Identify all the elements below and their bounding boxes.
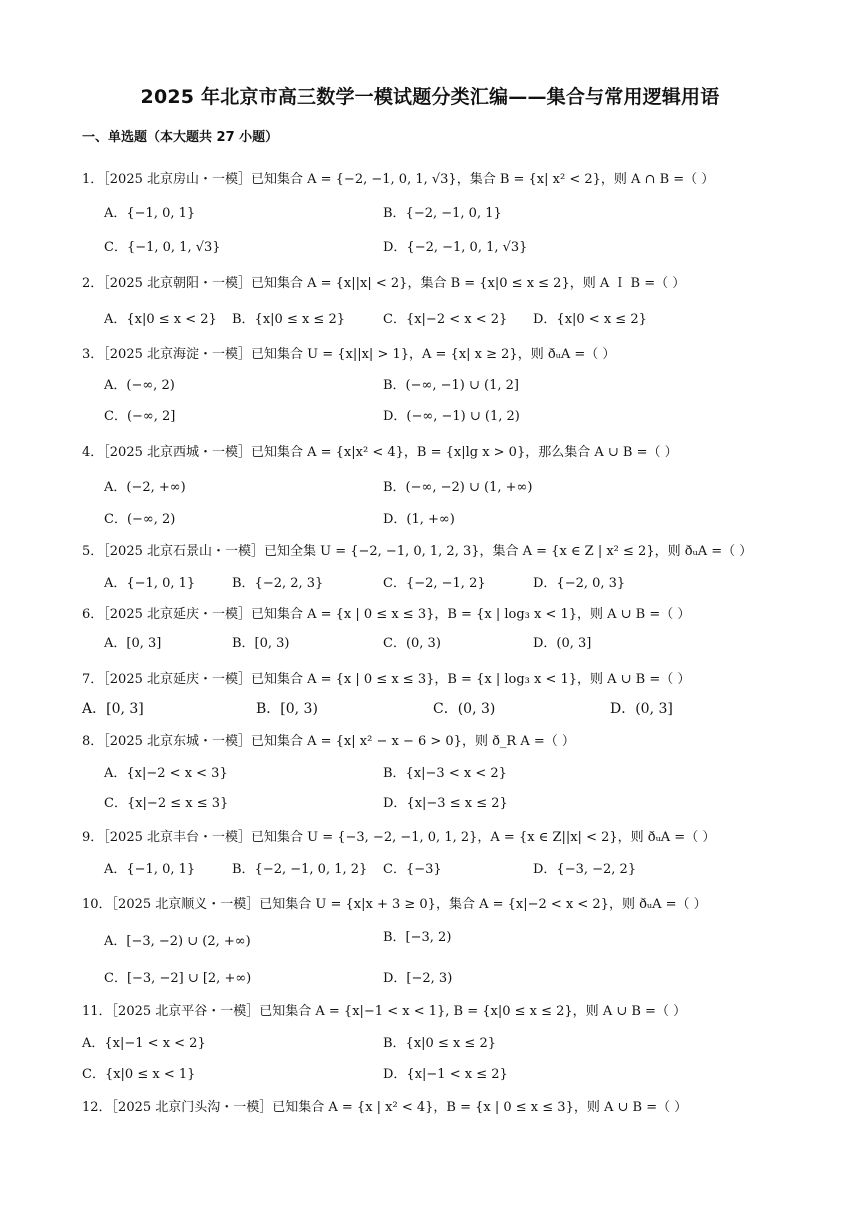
- option-a: A．{x|−2 < x < 3}: [104, 766, 228, 781]
- option-d: D．(0, 3]: [533, 636, 592, 651]
- option-b: B．[0, 3): [232, 636, 290, 651]
- question-stem: 1．［2025 北京房山・一模］已知集合 A = {−2, −1, 0, 1, √3}，集合 B = {x| x² < 2}，则 A ∩ B =（ ）: [82, 172, 715, 187]
- option-a: A．{−1, 0, 1}: [104, 206, 196, 221]
- option-c: C．{x|−2 < x < 2}: [383, 312, 508, 327]
- option-d: D．(1, +∞): [383, 512, 455, 527]
- option-b: B．(−∞, −1) ∪ (1, 2]: [383, 378, 519, 393]
- option-a: A．{−1, 0, 1}: [104, 862, 196, 877]
- option-b: B．{x|0 ≤ x ≤ 2}: [383, 1036, 496, 1051]
- option-c: C．(−∞, 2): [104, 512, 176, 527]
- section-heading: 一、单选题（本大题共 27 小题）: [82, 130, 279, 145]
- option-c: C．{−3}: [383, 862, 442, 877]
- option-d: D．{x|−3 ≤ x ≤ 2}: [383, 796, 508, 811]
- option-d: D．(0, 3]: [610, 701, 673, 717]
- question-stem: 2．［2025 北京朝阳・一模］已知集合 A = {x||x| < 2}，集合 B = {x|0 ≤ x ≤ 2}，则 A Ｉ B =（ ）: [82, 276, 686, 291]
- option-b: B．{x|−3 < x < 2}: [383, 766, 507, 781]
- option-a: A．[0, 3]: [104, 636, 162, 651]
- option-c: C．{−2, −1, 2}: [383, 576, 486, 591]
- option-d: D．{x|0 < x ≤ 2}: [533, 312, 647, 327]
- option-a: A．{x|−1 < x < 2}: [82, 1036, 206, 1051]
- option-c: C．{x|0 ≤ x < 1}: [82, 1067, 196, 1082]
- option-d: D．{−3, −2, 2}: [533, 862, 637, 877]
- question-stem: 9．［2025 北京丰台・一模］已知集合 U = {−3, −2, −1, 0, 1, 2}，A = {x ∈ Z||x| < 2}，则 ðᵤA =（ ）: [82, 830, 716, 845]
- question-stem: 6．［2025 北京延庆・一模］已知集合 A = {x | 0 ≤ x ≤ 3}，B = {x | log₃ x < 1}，则 A ∪ B =（ ）: [82, 607, 691, 622]
- question-stem: 11．［2025 北京平谷・一模］已知集合 A = {x|−1 < x < 1}, B = {x|0 ≤ x ≤ 2}，则 A ∪ B =（ ）: [82, 1004, 687, 1019]
- option-b: B．{−2, −1, 0, 1, 2}: [232, 862, 368, 877]
- option-c: C．(0, 3): [433, 701, 496, 717]
- option-d: D．{−2, −1, 0, 1, √3}: [383, 240, 528, 255]
- option-b: B．{−2, −1, 0, 1}: [383, 206, 502, 221]
- question-stem: 12．［2025 北京门头沟・一模］已知集合 A = {x | x² < 4}，B = {x | 0 ≤ x ≤ 3}，则 A ∪ B =（ ）: [82, 1100, 688, 1115]
- option-a: A．(−2, +∞): [104, 480, 186, 495]
- option-d: D．[−2, 3): [383, 971, 453, 986]
- option-b: B．[0, 3): [256, 701, 318, 717]
- question-stem: 8．［2025 北京东城・一模］已知集合 A = {x| x² − x − 6 > 0}，则 ð_R A =（ ）: [82, 734, 575, 749]
- option-b: B．(−∞, −2) ∪ (1, +∞): [383, 480, 533, 495]
- question-stem: 5．［2025 北京石景山・一模］已知全集 U = {−2, −1, 0, 1, 2, 3}，集合 A = {x ∈ Z | x² ≤ 2}，则 ðᵤA =（ ）: [82, 544, 753, 559]
- option-c: C．(−∞, 2]: [104, 409, 176, 424]
- option-d: D．(−∞, −1) ∪ (1, 2): [383, 409, 520, 424]
- option-d: D．{x|−1 < x ≤ 2}: [383, 1067, 508, 1082]
- option-a: A．{−1, 0, 1}: [104, 576, 196, 591]
- option-a: A．[0, 3]: [82, 701, 144, 717]
- option-c: C．{x|−2 ≤ x ≤ 3}: [104, 796, 229, 811]
- option-b: B．{x|0 ≤ x ≤ 2}: [232, 312, 345, 327]
- question-stem: 10．［2025 北京顺义・一模］已知集合 U = {x|x + 3 ≥ 0}，集合 A = {x|−2 < x < 2}，则 ðᵤA =（ ）: [82, 897, 707, 912]
- option-c: C．(0, 3): [383, 636, 441, 651]
- option-a: A．(−∞, 2): [104, 378, 175, 393]
- option-a: A．[−3, −2) ∪ (2, +∞): [104, 934, 251, 949]
- question-stem: 4．［2025 北京西城・一模］已知集合 A = {x|x² < 4}，B = {x|lg x > 0}，那么集合 A ∪ B =（ ）: [82, 445, 678, 460]
- option-c: C．{−1, 0, 1, √3}: [104, 240, 221, 255]
- option-a: A．{x|0 ≤ x < 2}: [104, 312, 217, 327]
- option-d: D．{−2, 0, 3}: [533, 576, 626, 591]
- option-b: B．{−2, 2, 3}: [232, 576, 324, 591]
- question-stem: 7．［2025 北京延庆・一模］已知集合 A = {x | 0 ≤ x ≤ 3}，B = {x | log₃ x < 1}，则 A ∪ B =（ ）: [82, 672, 691, 687]
- question-stem: 3．［2025 北京海淀・一模］已知集合 U = {x||x| > 1}，A = {x| x ≥ 2}，则 ðᵤA =（ ）: [82, 347, 616, 362]
- option-c: C．[−3, −2] ∪ [2, +∞): [104, 971, 252, 986]
- page-title: 2025 年北京市高三数学一模试题分类汇编——集合与常用逻辑用语: [140, 86, 720, 108]
- option-b: B．[−3, 2): [383, 930, 452, 945]
